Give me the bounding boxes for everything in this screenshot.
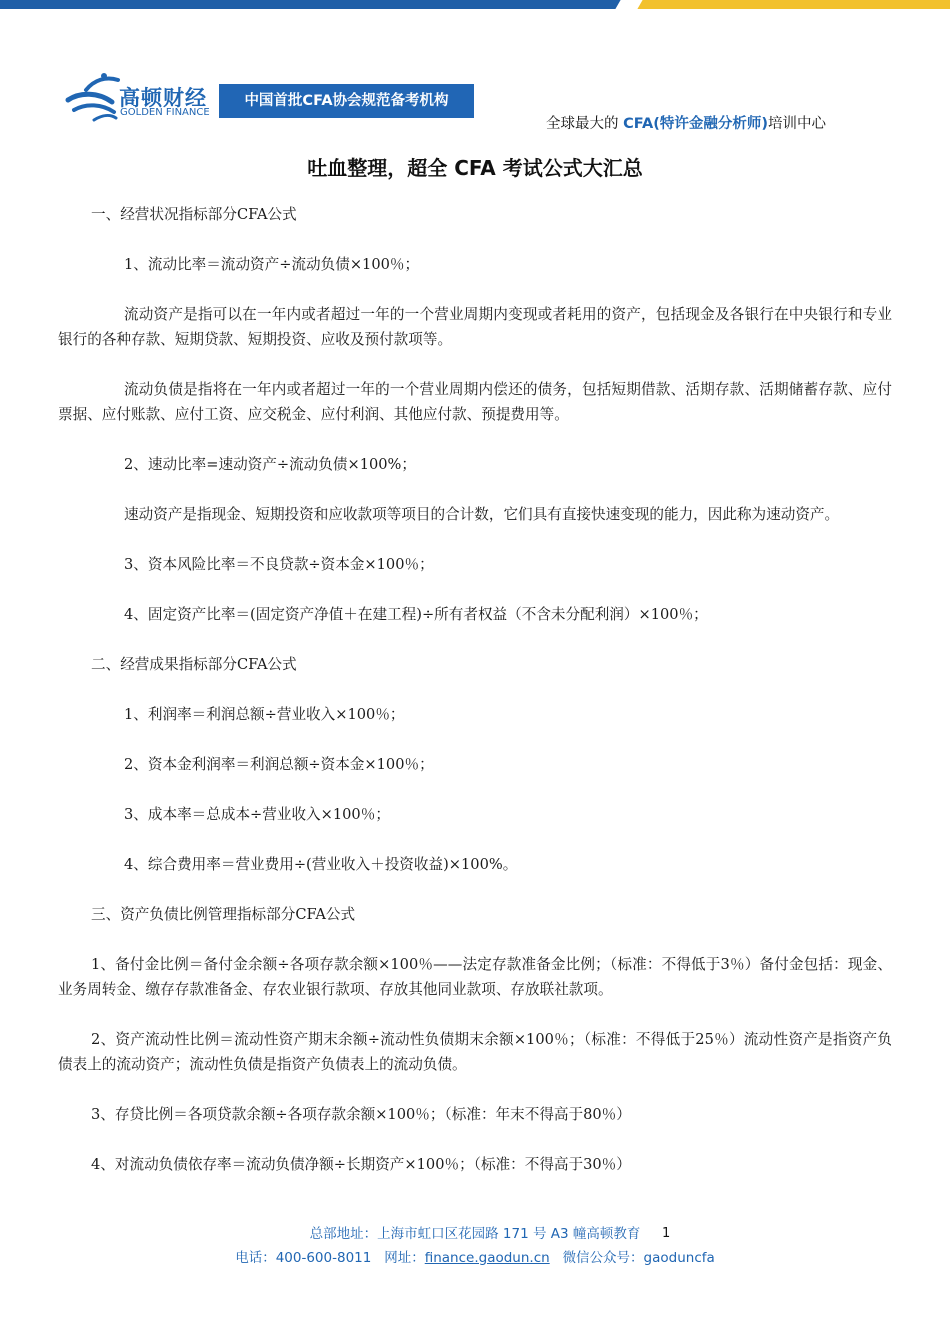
page-number: 1 [662, 1226, 671, 1241]
tagline [546, 112, 826, 133]
top-bar-yellow [633, 0, 950, 9]
body-paragraph: 速动资产是指现金、短期投资和应收款项等项目的合计数，它们具有直接快速变现的能力，因此称为速动资产。 [124, 506, 840, 523]
section-heading-3: 三、资产负债比例管理指标部分CFA公式 [91, 906, 356, 923]
section-heading-1: 一、经营状况指标部分CFA公式 [91, 206, 297, 223]
document-body [58, 200, 892, 1177]
footer-phone: 电话：400-600-8011 [235, 1250, 372, 1266]
formula-item: 4、对流动负债依存率＝流动负债净额÷长期资产×100％；（标准：不得高于30％） [91, 1156, 631, 1173]
tagline-pre: 全球最大的 [546, 116, 624, 132]
footer-site-link[interactable]: finance.gaodun.cn [424, 1250, 550, 1266]
formula-item: 3、存贷比例＝各项贷款余额÷各项存款余额×100％；（标准：年末不得高于80％） [91, 1106, 631, 1123]
formula-item: 2、资本金利润率＝利润总额÷资本金×100％； [124, 756, 434, 773]
slogan-banner: 中国首批CFA协会规范备考机构 [219, 84, 474, 118]
footer-address: 总部地址：上海市虹口区花园路 171 号 A3 幢高顿教育 [309, 1226, 641, 1242]
body-paragraph: 流动资产是指可以在一年内或者超过一年的一个营业周期内变现或者耗用的资产，包括现金及各银行在中央银行和专业银行的各种存款、短期贷款、短期投资、应收及预付款项等。 [58, 306, 892, 348]
tagline-highlight: CFA(特许金融分析师) [623, 116, 768, 132]
formula-item: 3、资本风险比率＝不良贷款÷资本金×100％； [124, 556, 434, 573]
formula-item: 4、综合费用率＝营业费用÷(营业收入＋投资收益)×100%。 [124, 856, 518, 873]
formula-item: 1、备付金比例＝备付金余额÷各项存款余额×100％——法定存款准备金比例；（标准：不得低于3％）备付金包括：现金、业务周转金、缴存存款准备金、存农业银行款项、存放其他同业款项、存放联社款项。 [58, 956, 892, 998]
section-heading-2: 二、经营成果指标部分CFA公式 [91, 656, 297, 673]
formula-item: 2、资产流动性比例＝流动性资产期末余额÷流动性负债期末余额×100％；（标准：不得低于25％）流动性资产是指资产负债表上的流动资产；流动性负债是指资产负债表上的流动负债。 [58, 1031, 892, 1073]
document-title: 吐血整理，超全 CFA 考试公式大汇总 [307, 156, 643, 180]
formula-item: 1、流动比率＝流动资产÷流动负债×100％； [124, 256, 420, 273]
formula-item: 1、利润率＝利润总额÷营业收入×100％； [124, 706, 405, 723]
top-color-bar [0, 0, 950, 9]
footer-wechat: 微信公众号：gaoduncfa [562, 1250, 715, 1266]
footer-site-label: 网址： [384, 1250, 425, 1266]
tagline-post: 培训中心 [768, 116, 826, 132]
brand-name-en: GOLDEN FINANCE [120, 107, 210, 118]
footer-contact [0, 1246, 950, 1266]
formula-item: 3、成本率＝总成本÷营业收入×100％； [124, 806, 390, 823]
brand-name-cn: 高顿财经 [119, 86, 207, 110]
top-bar-blue [0, 0, 625, 9]
body-paragraph: 流动负债是指将在一年内或者超过一年的一个营业周期内偿还的债务，包括短期借款、活期存款、活期储蓄存款、应付票据、应付账款、应付工资、应交税金、应付利润、其他应付款、预提费用等。 [58, 381, 892, 423]
formula-item: 2、速动比率=速动资产÷流动负债×100%； [124, 456, 417, 473]
formula-item: 4、固定资产比率＝(固定资产净值＋在建工程)÷所有者权益（不含未分配利润）×100％； [124, 606, 708, 623]
